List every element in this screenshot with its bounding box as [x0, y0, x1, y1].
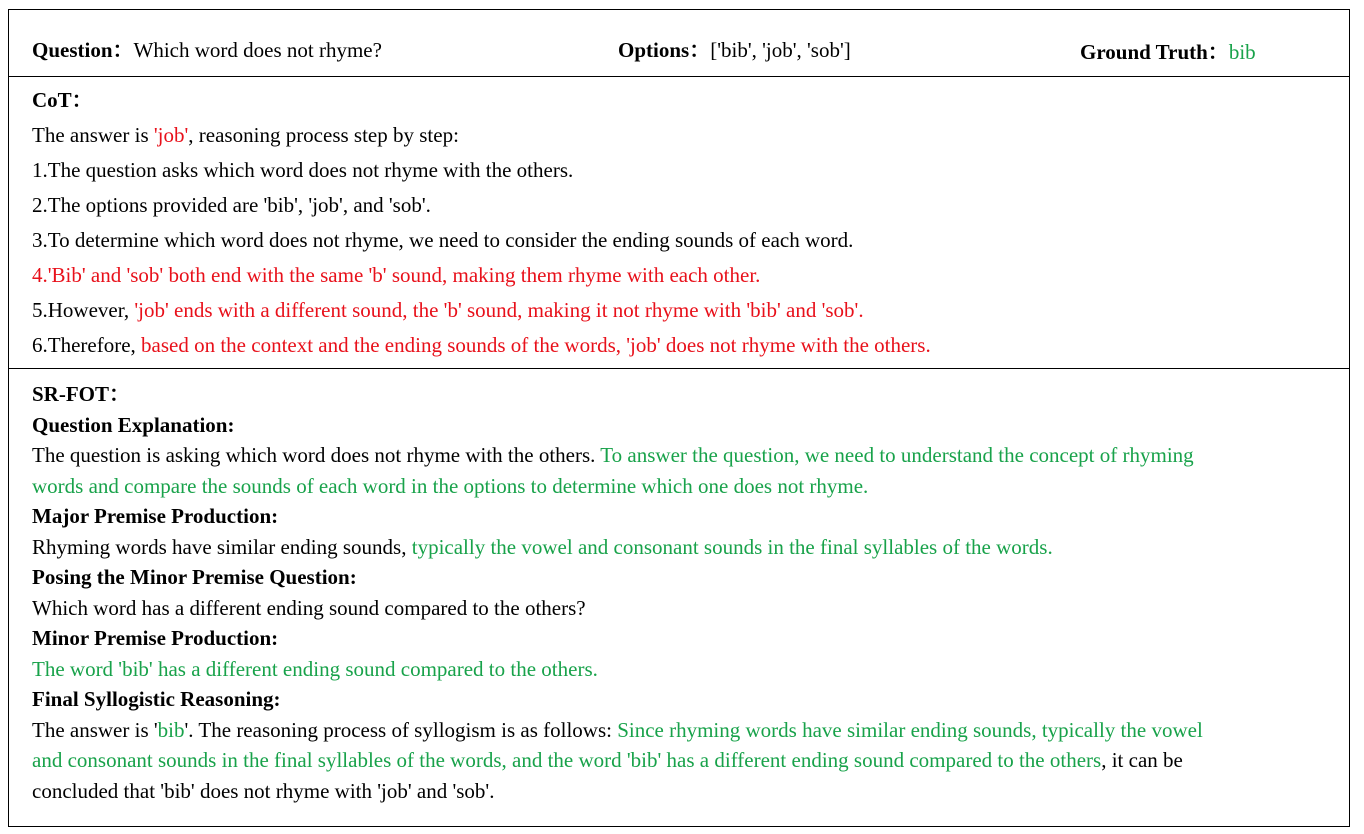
qe-text: The question is asking which word does not rhyme with the others.	[32, 443, 601, 467]
cot-step-6-num: 6.Therefore,	[32, 333, 142, 357]
srfot-title: SR-FOT：	[32, 382, 131, 406]
section-divider	[8, 368, 1350, 369]
question-explanation-line-1	[32, 441, 1194, 469]
minor-premise-text: The word 'bib' has a different ending sound compared to the others.	[32, 657, 598, 681]
major-premise-heading: Major Premise Production:	[32, 504, 279, 528]
cot-intro-text: The answer is	[32, 123, 154, 147]
cot-intro-tail: , reasoning process step by step:	[188, 123, 459, 147]
question-explanation-line-2: words and compare the sounds of each word in the options to determine which one does not rhyme.	[32, 474, 869, 498]
cot-step-3: 3.To determine which word does not rhyme, we need to consider the ending sounds of each word.	[32, 228, 854, 252]
final-reasoning-line-2	[32, 746, 1183, 774]
qe-highlight: To answer the question, we need to understand the concept of rhyming	[600, 443, 1194, 467]
cot-step-5-text: 'job' ends with a different sound, the 'b' sound, making it not rhyme with 'bib' and 'sob'.	[134, 298, 864, 322]
final-reasoning-heading: Final Syllogistic Reasoning:	[32, 687, 281, 711]
cot-step-1: 1.The question asks which word does not rhyme with the others.	[32, 158, 574, 182]
final-reasoning-line-1	[32, 716, 1203, 744]
mp-text: Rhyming words have similar ending sounds,	[32, 535, 412, 559]
fs-answer: bib	[157, 718, 185, 742]
cot-step-5	[32, 296, 864, 324]
question-label: Question：	[32, 38, 134, 62]
fs-highlight-1: Since rhyming words have similar ending sounds, typically the vowel	[617, 718, 1203, 742]
cot-step-6	[32, 331, 931, 359]
question-text: Which word does not rhyme?	[133, 38, 382, 62]
options-cell	[618, 36, 851, 64]
question-cell	[32, 36, 382, 64]
cot-step-4	[32, 261, 760, 289]
fs-text-c: '. The reasoning process of syllogism is as follows:	[184, 718, 618, 742]
cot-step-6-text: based on the context and the ending sounds of the words, 'job' does not rhyme with the others.	[141, 333, 931, 357]
minor-question-text: Which word has a different ending sound compared to the others?	[32, 596, 586, 620]
cot-step-5-num: 5.However,	[32, 298, 135, 322]
cot-step-2: 2.The options provided are 'bib', 'job', and 'sob'.	[32, 193, 431, 217]
minor-premise-heading: Minor Premise Production:	[32, 626, 279, 650]
minor-question-heading: Posing the Minor Premise Question:	[32, 565, 357, 589]
ground-truth-value: bib	[1228, 40, 1256, 64]
cot-intro-answer: 'job'	[153, 123, 189, 147]
cot-step-4-text: 'Bib' and 'sob' both end with the same 'b' sound, making them rhyme with each other.	[47, 263, 761, 287]
cot-intro	[32, 121, 459, 149]
cot-title: CoT：	[32, 88, 93, 112]
header-divider	[8, 76, 1350, 77]
cot-step-4-num: 4.	[32, 263, 48, 287]
options-label: Options：	[618, 38, 711, 62]
fs-highlight-2: and consonant sounds in the final syllables of the words, and the word 'bib' has a different ending sound compared to the others	[32, 748, 1102, 772]
major-premise-text	[32, 533, 1053, 561]
options-text: ['bib', 'job', 'sob']	[710, 38, 851, 62]
final-reasoning-line-3: concluded that 'bib' does not rhyme with 'job' and 'sob'.	[32, 779, 495, 803]
mp-highlight: typically the vowel and consonant sounds in the final syllables of the words.	[411, 535, 1053, 559]
ground-truth-label: Ground Truth：	[1080, 40, 1229, 64]
fs-text-f: , it can be	[1101, 748, 1183, 772]
question-explanation-heading: Question Explanation:	[32, 413, 235, 437]
fs-text-a: The answer is '	[32, 718, 158, 742]
ground-truth-cell	[1080, 38, 1256, 66]
